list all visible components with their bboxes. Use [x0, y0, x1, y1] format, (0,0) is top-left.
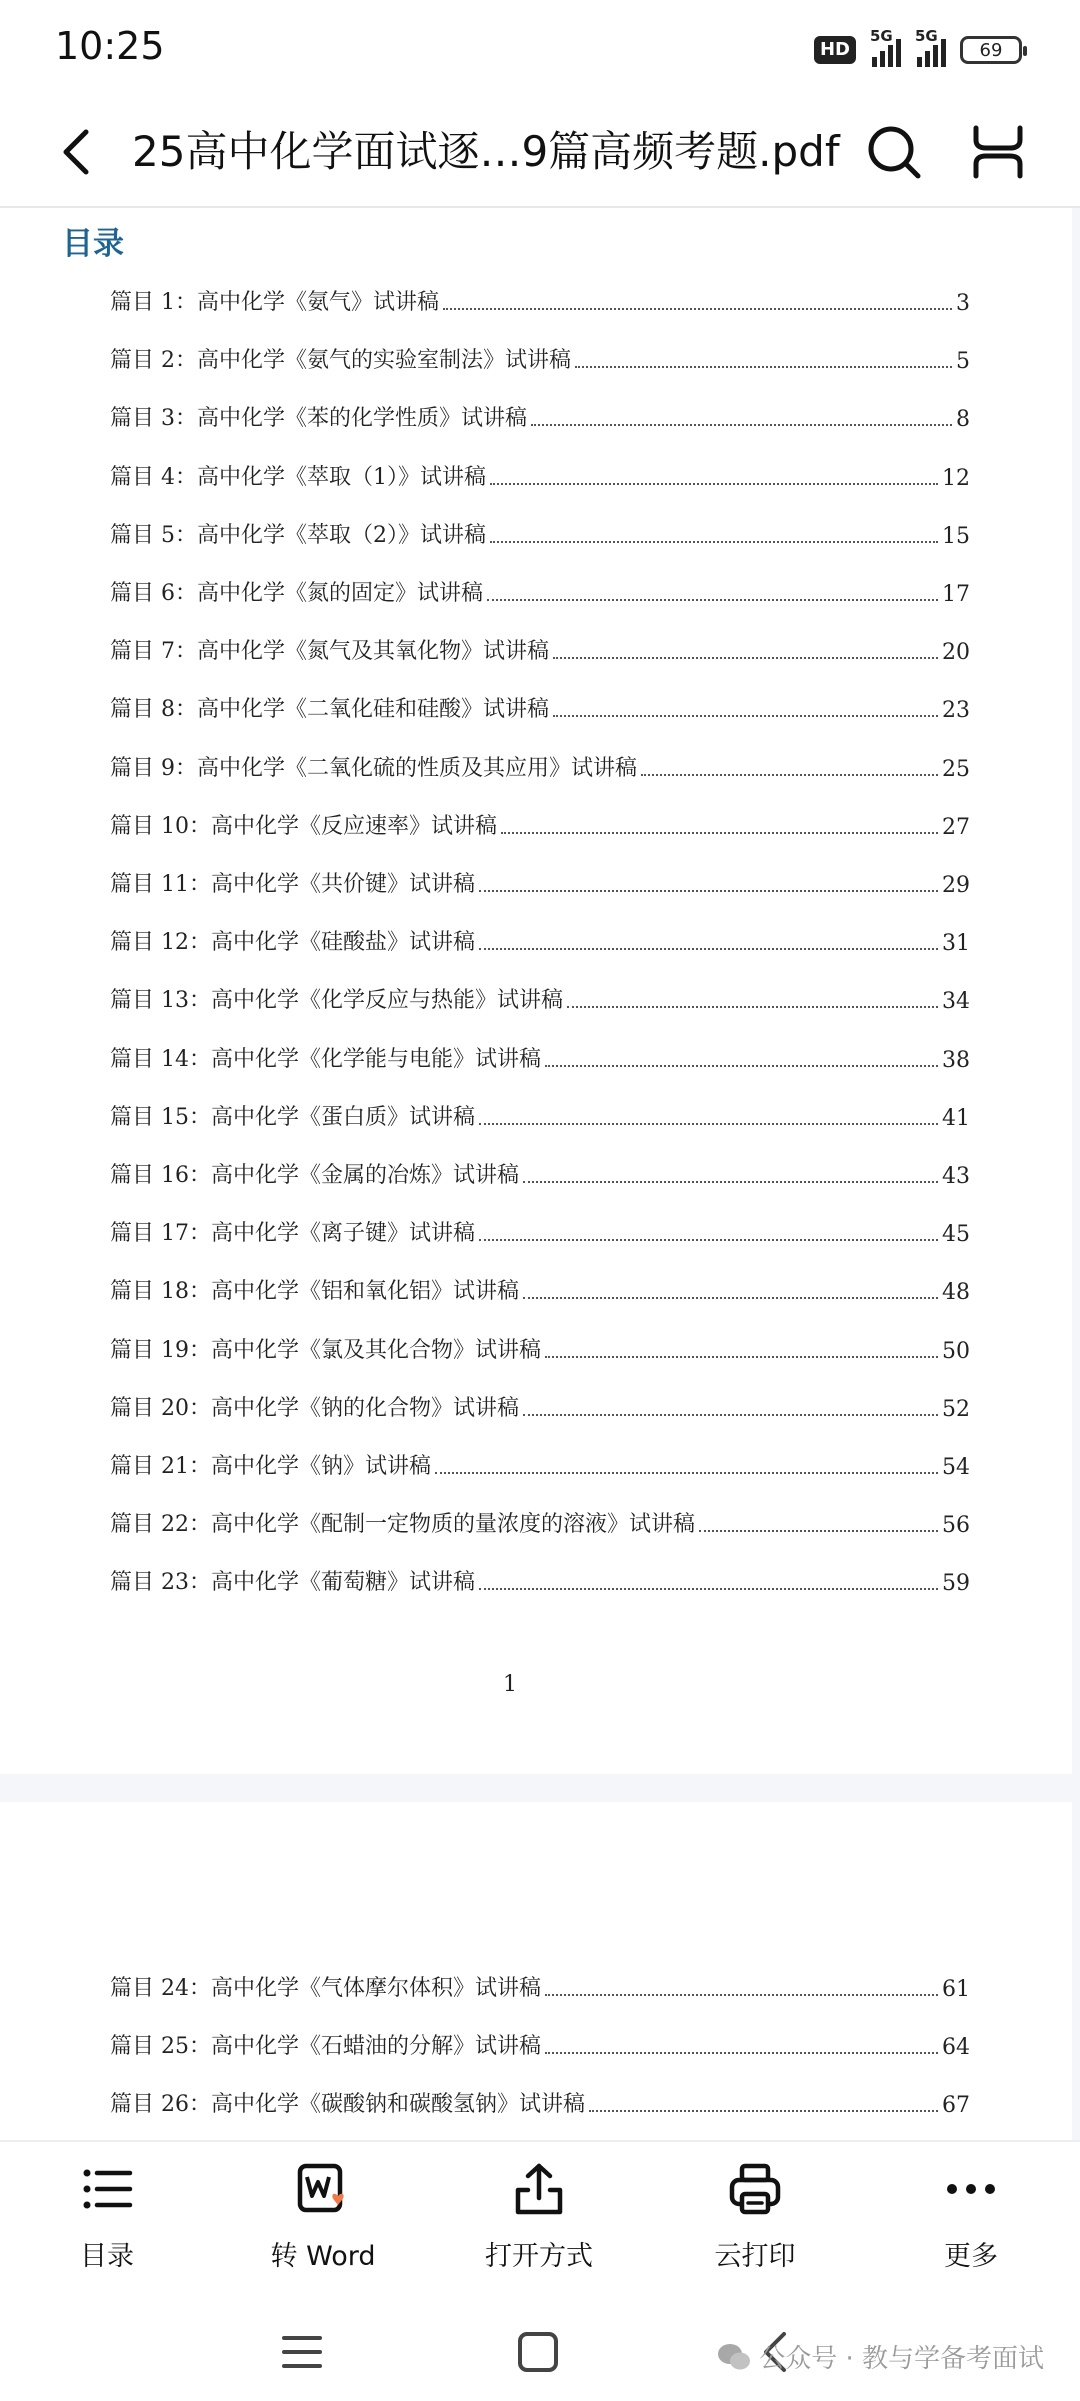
toc-leader-dots: [479, 890, 938, 892]
toc-leader-dots: [575, 366, 952, 368]
toc-entry-page: 52: [942, 1396, 970, 1422]
list-icon: [78, 2160, 136, 2218]
toc-entry[interactable]: [110, 1324, 970, 1364]
toc-entry[interactable]: [110, 683, 970, 723]
toc-entry[interactable]: [110, 2078, 970, 2118]
toc-leader-dots: [545, 2052, 938, 2054]
toc-entry-title: 篇目 8：高中化学《二氧化硅和硅酸》试讲稿: [110, 697, 549, 723]
toc-leader-dots: [553, 657, 938, 659]
back-button[interactable]: [48, 122, 108, 182]
toc-leader-dots: [487, 599, 938, 601]
toc-entry-page: 45: [942, 1222, 970, 1248]
toc-entry-title: 篇目 1：高中化学《氨气》试讲稿: [110, 290, 439, 315]
toc-entry-page: 43: [942, 1164, 970, 1189]
toc-entry[interactable]: [110, 1556, 970, 1596]
reader-mode-icon: [966, 120, 1030, 184]
more-label: 更多: [944, 2241, 998, 2272]
toc-entry-page: 61: [942, 1977, 970, 2002]
toc-entry-page: 3: [956, 291, 970, 316]
toc-entry[interactable]: [110, 800, 970, 840]
toc-entry-page: 29: [942, 873, 970, 898]
convert-word-icon: [294, 2160, 352, 2218]
toc-leader-dots: [479, 1123, 938, 1125]
toc-entry-title: 篇目 15：高中化学《蛋白质》试讲稿: [110, 1104, 475, 1130]
toc-entry-page: 20: [942, 640, 970, 666]
toc-entry[interactable]: [110, 2020, 970, 2060]
toc-entry[interactable]: [110, 625, 970, 665]
toc-entry-title: 篇目 9：高中化学《二氧化硫的性质及其应用》试讲稿: [110, 755, 637, 781]
toc-entry[interactable]: [110, 1265, 970, 1305]
toc-entry-page: 8: [956, 407, 970, 433]
toc-entry-page: 23: [942, 698, 970, 724]
watermark-text: 公众号 · 教与学备考面试: [759, 2344, 1044, 2374]
toc-entry-title: 篇目 3：高中化学《苯的化学性质》试讲稿: [110, 406, 527, 432]
toc-entry[interactable]: [110, 858, 970, 898]
printer-icon: [726, 2160, 784, 2218]
toc-entry[interactable]: [110, 742, 970, 782]
toc-leader-dots: [523, 1297, 938, 1299]
toc-entry-title: 篇目 4：高中化学《萃取（1）》试讲稿: [110, 464, 486, 490]
toc-leader-dots: [589, 2110, 938, 2112]
toc-entry-page: 64: [942, 2035, 970, 2061]
search-button[interactable]: [862, 120, 926, 184]
toc-entry-page: 17: [942, 582, 970, 607]
toc-entry-title: 篇目 22：高中化学《配制一定物质的量浓度的溶液》试讲稿: [110, 1512, 695, 1538]
toc-entry-page: 59: [942, 1571, 970, 1597]
toc-entry[interactable]: [110, 276, 970, 316]
toc-leader-dots: [490, 541, 938, 543]
cloud-print-label: 云打印: [714, 2241, 796, 2272]
toc-entry[interactable]: [110, 1962, 970, 2002]
toc-entry-page: 5: [956, 349, 970, 375]
toc-entry-title: 篇目 20：高中化学《钠的化合物》试讲稿: [110, 1395, 519, 1421]
toc-leader-dots: [567, 1006, 938, 1008]
menu-icon: [278, 2328, 326, 2376]
hd-voice-badge: HD: [814, 36, 856, 64]
toc-leader-dots: [490, 483, 938, 485]
more-button[interactable]: [886, 2160, 1056, 2290]
toc-entry-title: 篇目 12：高中化学《硅酸盐》试讲稿: [110, 930, 475, 956]
toc-entry[interactable]: [110, 1440, 970, 1480]
search-icon: [862, 120, 926, 184]
convert-word-button[interactable]: [238, 2160, 408, 2290]
network-type-2: 5G: [915, 27, 938, 45]
share-icon: [510, 2160, 568, 2218]
toc-heading: 目录: [62, 226, 124, 262]
toc-entry-title: 篇目 25：高中化学《石蜡油的分解》试讲稿: [110, 2034, 541, 2060]
nav-home-button[interactable]: [514, 2328, 562, 2376]
toc-leader-dots: [531, 424, 952, 426]
toc-entry[interactable]: [110, 334, 970, 374]
more-icon: [942, 2160, 1000, 2218]
toc-entry[interactable]: [110, 1498, 970, 1538]
status-indicators: [814, 27, 1022, 70]
toc-leader-dots: [545, 1065, 938, 1067]
system-nav-bar: [0, 2300, 1080, 2401]
toc-entry-page: 54: [942, 1455, 970, 1480]
pdf-page-2[interactable]: [0, 1802, 1072, 2142]
toc-entry[interactable]: [110, 1207, 970, 1247]
toc-entry-title: 篇目 17：高中化学《离子键》试讲稿: [110, 1221, 475, 1247]
toc-entry[interactable]: [110, 1382, 970, 1422]
battery-icon: 69: [960, 36, 1022, 64]
toc-entry-page: 27: [942, 814, 970, 840]
toc-entry[interactable]: [110, 916, 970, 956]
toc-entry[interactable]: [110, 974, 970, 1014]
toc-entry-page: 34: [942, 989, 970, 1015]
toc-entry-title: 篇目 16：高中化学《金属的冶炼》试讲稿: [110, 1163, 519, 1188]
toc-entry-page: 12: [942, 465, 970, 491]
toc-entry-title: 篇目 23：高中化学《葡萄糖》试讲稿: [110, 1570, 475, 1596]
toc-leader-dots: [479, 948, 938, 950]
toc-entry-page: 67: [942, 2093, 970, 2119]
status-bar: [0, 0, 1080, 100]
nav-menu-button[interactable]: [278, 2328, 326, 2376]
toc-entry[interactable]: [110, 1033, 970, 1073]
toc-leader-dots: [523, 1181, 938, 1183]
toc-entry-page: 50: [942, 1338, 970, 1364]
toc-entry-title: 篇目 2：高中化学《氨气的实验室制法》试讲稿: [110, 348, 571, 374]
toc-entry-page: 25: [942, 756, 970, 782]
document-title: 25高中化学面试逐…9篇高频考题.pdf: [132, 127, 840, 176]
home-square-icon: [514, 2328, 562, 2376]
toc-leader-dots: [443, 308, 952, 310]
toc-entry-title: 篇目 13：高中化学《化学反应与热能》试讲稿: [110, 988, 563, 1014]
chevron-left-icon: [48, 122, 108, 182]
toc-entry-title: 篇目 11：高中化学《共价键》试讲稿: [110, 872, 475, 897]
toc-leader-dots: [501, 832, 938, 834]
toc-leader-dots: [699, 1530, 938, 1532]
toc-leader-dots: [553, 715, 938, 717]
toc-entry[interactable]: [110, 392, 970, 432]
toc-leader-dots: [435, 1472, 938, 1474]
toc-entry[interactable]: [110, 451, 970, 491]
signal-icon-2: [915, 27, 946, 67]
toc-entry-title: 篇目 5：高中化学《萃取（2）》试讲稿: [110, 522, 486, 548]
toc-leader-dots: [545, 1994, 938, 1996]
toc-entry-title: 篇目 24：高中化学《气体摩尔体积》试讲稿: [110, 1976, 541, 2001]
toc-leader-dots: [641, 774, 938, 776]
toc-entry[interactable]: [110, 1149, 970, 1189]
toc-entry-page: 31: [942, 931, 970, 957]
toc-entry-title: 篇目 18：高中化学《铝和氧化铝》试讲稿: [110, 1279, 519, 1305]
toc-leader-dots: [545, 1356, 938, 1358]
toc-entry-page: 56: [942, 1513, 970, 1539]
convert-word-label: 转 Word: [270, 2241, 376, 2272]
toc-entry-page: 15: [942, 523, 970, 549]
open-with-button[interactable]: [454, 2160, 624, 2290]
toc-leader-dots: [479, 1239, 938, 1241]
toc-entry[interactable]: [110, 1091, 970, 1131]
wechat-icon: [717, 2342, 751, 2372]
toc-entry[interactable]: [110, 567, 970, 607]
toc-entry[interactable]: [110, 509, 970, 549]
toc-entry-page: 41: [942, 1105, 970, 1131]
pdf-page-1[interactable]: [0, 208, 1072, 1774]
toc-entry-page: 38: [942, 1047, 970, 1073]
network-type-1: 5G: [870, 27, 893, 45]
bottom-toolbar: [0, 2140, 1080, 2302]
watermark: [717, 2338, 1044, 2375]
toc-entry-page: 48: [942, 1280, 970, 1306]
toc-entry-title: 篇目 6：高中化学《氮的固定》试讲稿: [110, 581, 483, 606]
signal-icon: [870, 27, 901, 67]
page-number: 1: [503, 1672, 517, 1697]
reader-header: [0, 100, 1080, 208]
toc-entry-title: 篇目 10：高中化学《反应速率》试讲稿: [110, 813, 497, 839]
toc-leader-dots: [479, 1588, 938, 1590]
toc-entry-title: 篇目 26：高中化学《碳酸钠和碳酸氢钠》试讲稿: [110, 2092, 585, 2118]
toc-entry-title: 篇目 19：高中化学《氯及其化合物》试讲稿: [110, 1337, 541, 1363]
toc-button-label: 目录: [80, 2241, 134, 2272]
toc-button[interactable]: [22, 2160, 192, 2290]
cloud-print-button[interactable]: [670, 2160, 840, 2290]
toc-entry-title: 篇目 21：高中化学《钠》试讲稿: [110, 1454, 431, 1479]
open-with-label: 打开方式: [485, 2241, 593, 2272]
toc-entry-title: 篇目 7：高中化学《氮气及其氧化物》试讲稿: [110, 639, 549, 665]
reader-mode-button[interactable]: [966, 120, 1030, 184]
toc-entry-title: 篇目 14：高中化学《化学能与电能》试讲稿: [110, 1046, 541, 1072]
status-time: 10:25: [55, 24, 165, 68]
toc-leader-dots: [523, 1414, 938, 1416]
